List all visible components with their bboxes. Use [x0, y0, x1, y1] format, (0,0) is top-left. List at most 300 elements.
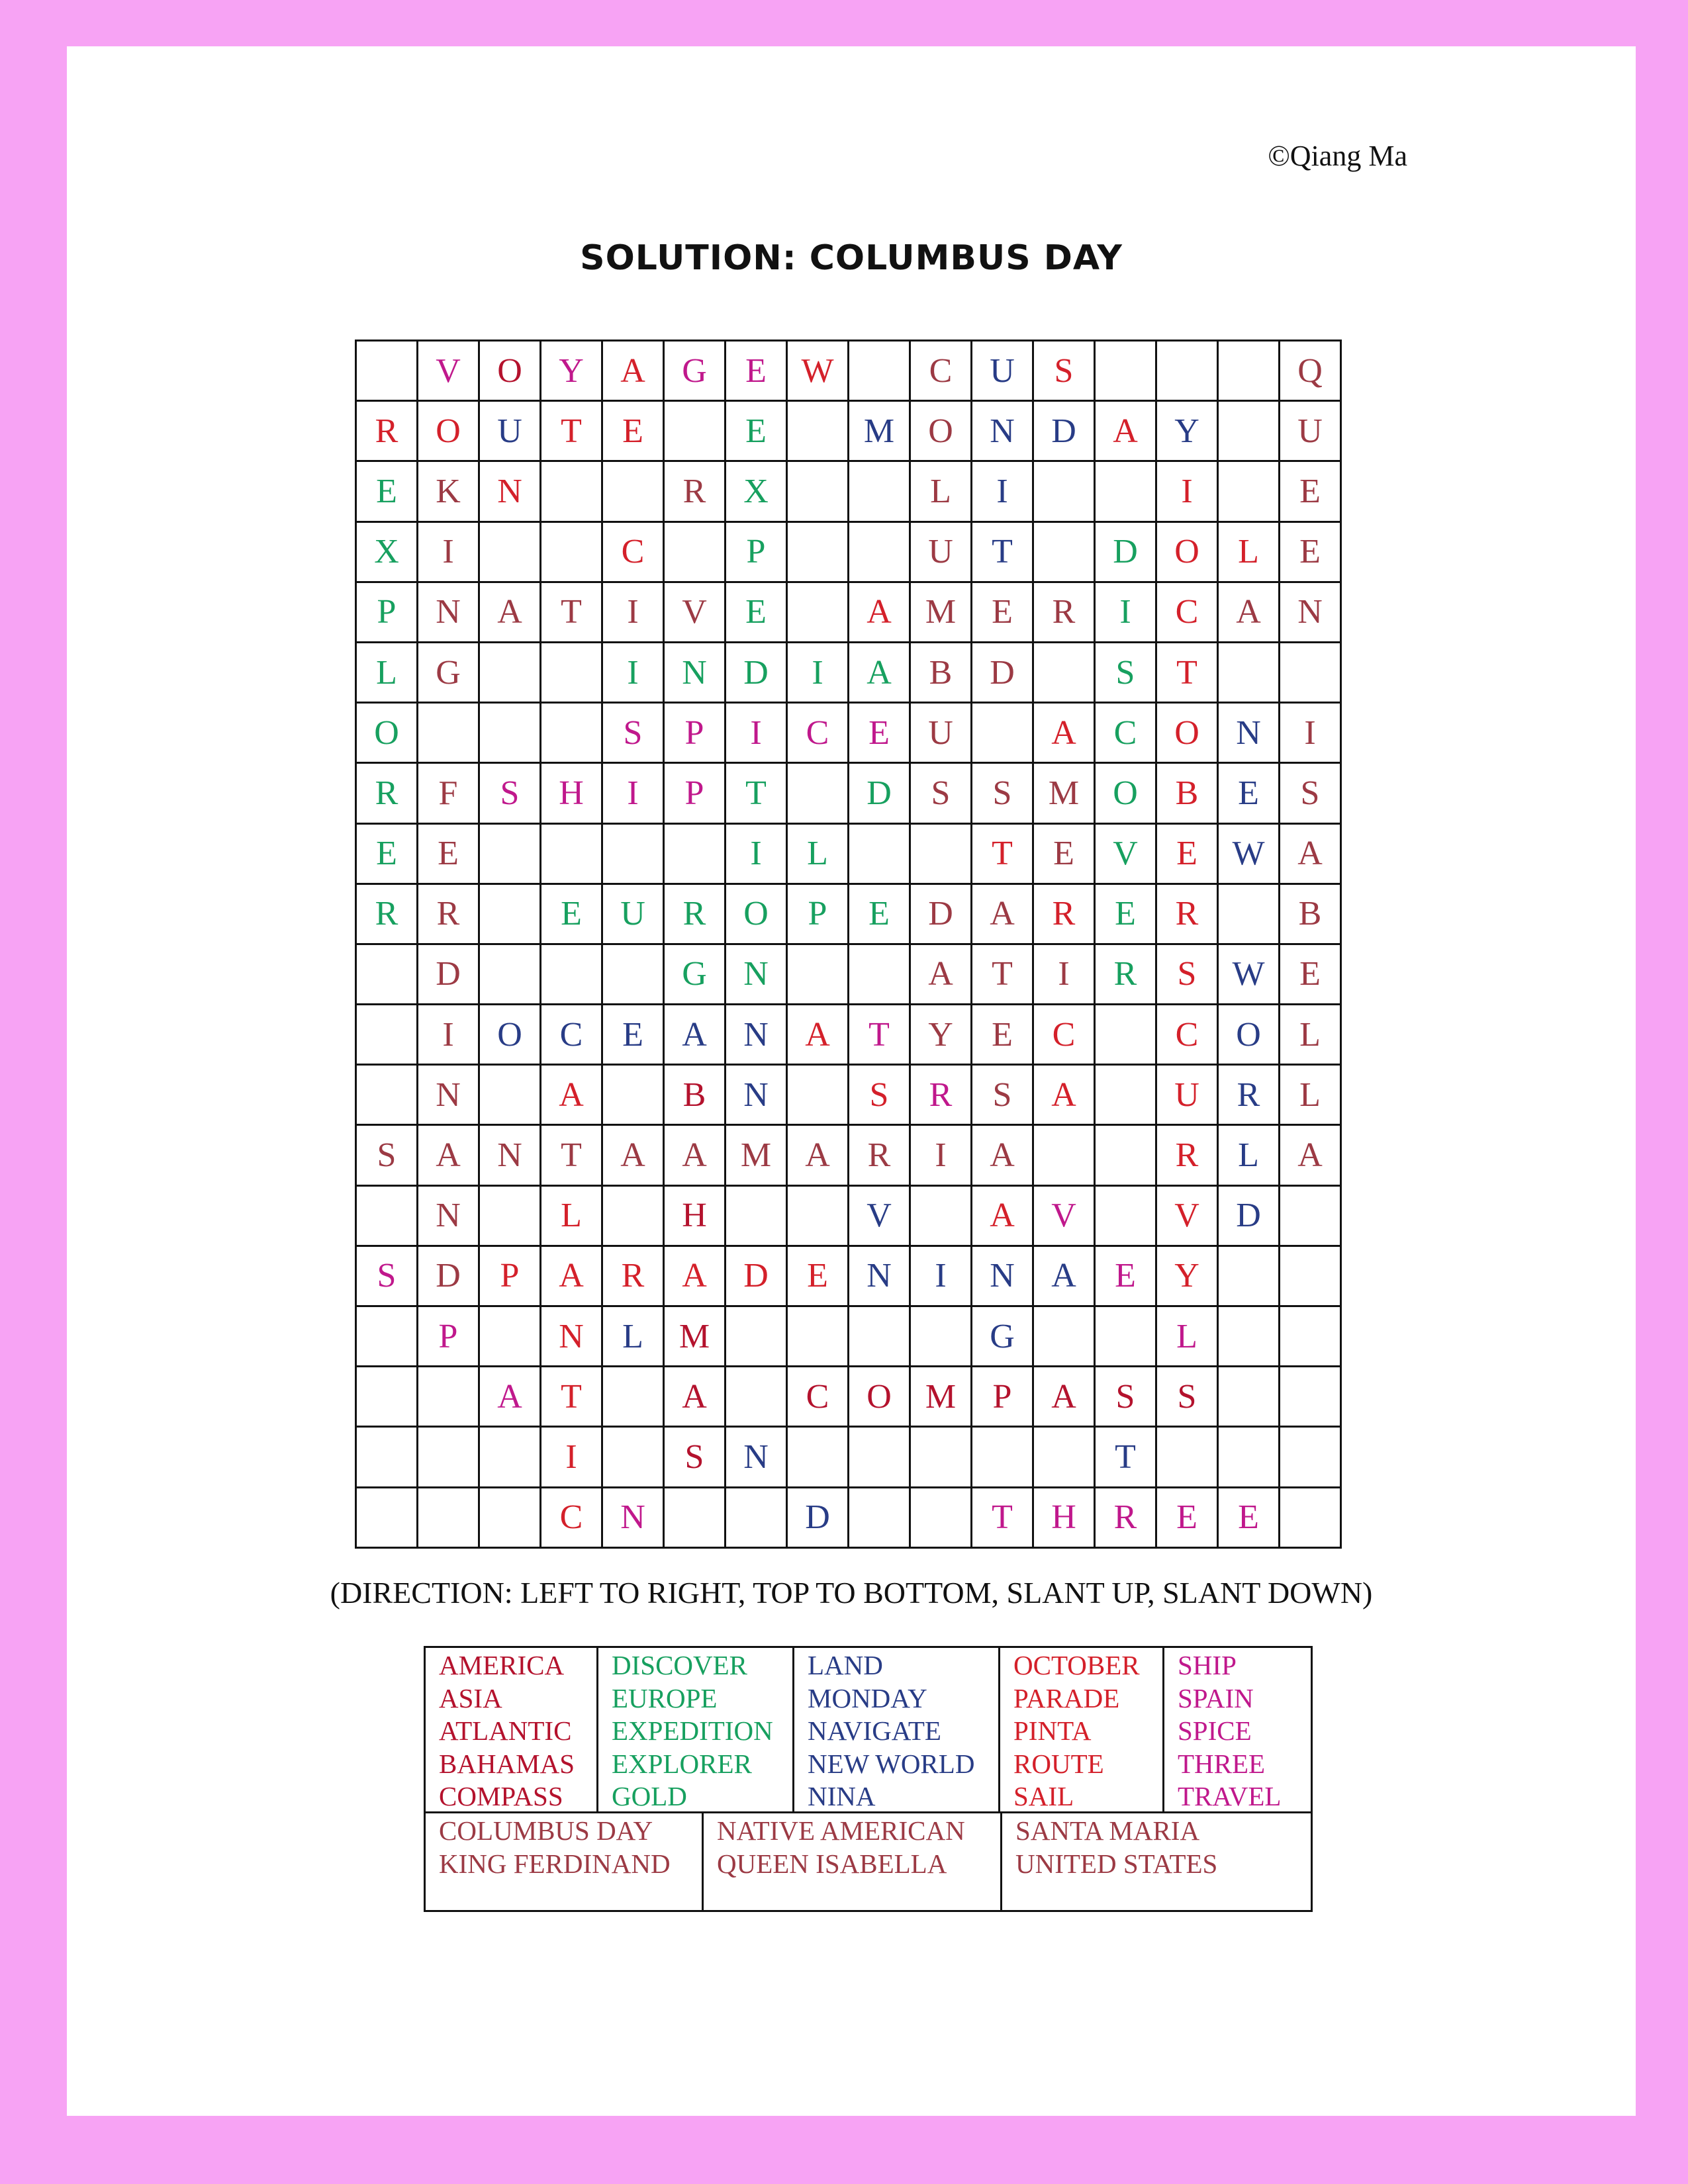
grid-cell: [603, 1187, 665, 1247]
word-bank-single-words: [426, 1648, 1311, 1813]
grid-cell: D: [788, 1488, 849, 1549]
word-bank-word: SHIP: [1178, 1650, 1237, 1680]
word-bank-column-1: [426, 1648, 596, 1811]
grid-cell: E: [726, 341, 788, 402]
grid-cell: [603, 825, 665, 885]
grid-cell: R: [1034, 885, 1096, 945]
grid-cell: R: [603, 1247, 665, 1307]
grid-cell: [480, 523, 541, 583]
grid-cell: [480, 704, 541, 764]
grid-cell: [1219, 643, 1280, 704]
grid-cell: [1157, 1428, 1219, 1488]
grid-cell: [357, 945, 418, 1005]
grid-cell: E: [1219, 764, 1280, 824]
grid-cell: [1096, 1187, 1157, 1247]
grid-cell: E: [418, 825, 480, 885]
grid-cell: O: [418, 402, 480, 462]
grid-cell: D: [418, 1247, 480, 1307]
grid-cell: E: [849, 885, 911, 945]
word-bank-phrases: [426, 1813, 1311, 1910]
word-bank-word: COMPASS: [439, 1781, 563, 1811]
grid-cell: [1219, 1428, 1280, 1488]
grid-cell: L: [1157, 1307, 1219, 1367]
grid-cell: E: [788, 1247, 849, 1307]
word-bank-phrase-column-1: [426, 1813, 702, 1910]
grid-cell: G: [418, 643, 480, 704]
grid-cell: [1034, 1307, 1096, 1367]
word-bank-phrase: KING FERDINAND: [439, 1848, 671, 1879]
grid-cell: N: [418, 583, 480, 643]
grid-cell: N: [665, 643, 726, 704]
grid-cell: G: [972, 1307, 1034, 1367]
grid-cell: N: [726, 1066, 788, 1126]
word-bank-word: EXPLORER: [612, 1748, 752, 1779]
grid-cell: E: [726, 402, 788, 462]
word-bank-word: MONDAY: [808, 1682, 927, 1713]
word-bank-phrase: SANTA MARIA: [1015, 1815, 1200, 1846]
grid-cell: H: [541, 764, 603, 824]
grid-cell: N: [726, 945, 788, 1005]
grid-cell: I: [726, 825, 788, 885]
grid-cell: A: [1034, 704, 1096, 764]
grid-cell: A: [1280, 1126, 1342, 1186]
grid-cell: R: [1034, 583, 1096, 643]
grid-cell: L: [357, 643, 418, 704]
grid-cell: I: [603, 764, 665, 824]
grid-cell: O: [726, 885, 788, 945]
grid-cell: [480, 1307, 541, 1367]
grid-cell: R: [665, 462, 726, 522]
grid-cell: D: [1219, 1187, 1280, 1247]
grid-cell: S: [849, 1066, 911, 1126]
grid-cell: L: [788, 825, 849, 885]
grid-cell: [1096, 341, 1157, 402]
grid-cell: [603, 462, 665, 522]
word-bank-word: SAIL: [1013, 1781, 1074, 1811]
grid-cell: A: [1034, 1367, 1096, 1428]
grid-cell: [911, 1307, 972, 1367]
grid-cell: O: [480, 341, 541, 402]
grid-cell: [1219, 1247, 1280, 1307]
grid-cell: A: [1034, 1247, 1096, 1307]
grid-cell: S: [1034, 341, 1096, 402]
grid-cell: S: [603, 704, 665, 764]
grid-cell: I: [911, 1247, 972, 1307]
grid-cell: A: [665, 1126, 726, 1186]
grid-cell: [1219, 885, 1280, 945]
grid-cell: A: [603, 1126, 665, 1186]
grid-cell: [418, 704, 480, 764]
grid-cell: R: [1219, 1066, 1280, 1126]
grid-cell: [1219, 462, 1280, 522]
grid-cell: S: [1280, 764, 1342, 824]
grid-cell: B: [665, 1066, 726, 1126]
grid-cell: I: [726, 704, 788, 764]
grid-cell: O: [1096, 764, 1157, 824]
grid-cell: E: [1280, 462, 1342, 522]
grid-cell: S: [1096, 643, 1157, 704]
grid-cell: [788, 1066, 849, 1126]
grid-cell: [788, 764, 849, 824]
grid-cell: P: [788, 885, 849, 945]
word-bank-column-5: [1162, 1648, 1311, 1811]
grid-cell: [480, 825, 541, 885]
grid-cell: O: [1157, 704, 1219, 764]
word-bank-word: TRAVEL: [1178, 1781, 1282, 1811]
grid-cell: [1280, 1428, 1342, 1488]
grid-cell: [357, 1066, 418, 1126]
grid-cell: O: [849, 1367, 911, 1428]
grid-cell: D: [972, 643, 1034, 704]
grid-cell: E: [1096, 1247, 1157, 1307]
grid-cell: N: [541, 1307, 603, 1367]
grid-cell: [1280, 643, 1342, 704]
grid-cell: [480, 1488, 541, 1549]
grid-cell: A: [1219, 583, 1280, 643]
copyright-notice: ©Qiang Ma: [1268, 140, 1407, 172]
grid-cell: L: [1219, 523, 1280, 583]
grid-cell: [788, 1307, 849, 1367]
grid-cell: T: [541, 1126, 603, 1186]
grid-cell: A: [418, 1126, 480, 1186]
grid-cell: E: [1157, 825, 1219, 885]
grid-cell: A: [849, 583, 911, 643]
grid-cell: E: [1157, 1488, 1219, 1549]
word-bank-column-4: [998, 1648, 1162, 1811]
grid-cell: N: [972, 402, 1034, 462]
grid-cell: H: [665, 1187, 726, 1247]
grid-cell: [357, 1187, 418, 1247]
grid-cell: R: [357, 402, 418, 462]
grid-cell: C: [603, 523, 665, 583]
grid-cell: C: [788, 704, 849, 764]
grid-cell: Y: [911, 1005, 972, 1066]
grid-cell: [541, 825, 603, 885]
grid-cell: O: [357, 704, 418, 764]
grid-cell: X: [357, 523, 418, 583]
grid-cell: R: [911, 1066, 972, 1126]
grid-cell: [603, 945, 665, 1005]
grid-cell: [357, 1428, 418, 1488]
grid-cell: [1219, 341, 1280, 402]
grid-cell: U: [911, 523, 972, 583]
grid-cell: E: [541, 885, 603, 945]
grid-cell: C: [1096, 704, 1157, 764]
grid-cell: R: [1096, 945, 1157, 1005]
grid-cell: C: [541, 1488, 603, 1549]
grid-cell: T: [1096, 1428, 1157, 1488]
grid-cell: A: [1280, 825, 1342, 885]
grid-cell: [788, 1428, 849, 1488]
grid-cell: [1096, 1066, 1157, 1126]
grid-cell: [418, 1488, 480, 1549]
grid-cell: I: [788, 643, 849, 704]
word-bank-word: BAHAMAS: [439, 1748, 575, 1779]
grid-cell: N: [849, 1247, 911, 1307]
word-bank-word: GOLD: [612, 1781, 687, 1811]
grid-cell: A: [480, 1367, 541, 1428]
grid-cell: N: [480, 462, 541, 522]
grid-cell: [788, 1187, 849, 1247]
grid-cell: T: [726, 764, 788, 824]
grid-cell: T: [972, 825, 1034, 885]
grid-cell: P: [726, 523, 788, 583]
grid-cell: E: [1034, 825, 1096, 885]
grid-cell: R: [849, 1126, 911, 1186]
word-bank-phrase: QUEEN ISABELLA: [717, 1848, 947, 1879]
direction-note: (DIRECTION: LEFT TO RIGHT, TOP TO BOTTOM, SLANT UP, SLANT DOWN): [330, 1576, 1373, 1610]
grid-cell: [603, 1066, 665, 1126]
word-bank-phrase-column-3: [1000, 1813, 1311, 1910]
grid-cell: L: [541, 1187, 603, 1247]
grid-cell: [1280, 1367, 1342, 1428]
grid-cell: [911, 1488, 972, 1549]
grid-cell: L: [603, 1307, 665, 1367]
grid-cell: [849, 1488, 911, 1549]
grid-cell: T: [849, 1005, 911, 1066]
grid-cell: R: [418, 885, 480, 945]
grid-cell: V: [849, 1187, 911, 1247]
grid-cell: A: [972, 1187, 1034, 1247]
grid-cell: [480, 1428, 541, 1488]
grid-cell: [849, 523, 911, 583]
grid-cell: [911, 825, 972, 885]
grid-cell: [911, 1187, 972, 1247]
grid-cell: T: [972, 1488, 1034, 1549]
grid-cell: C: [911, 341, 972, 402]
grid-cell: D: [911, 885, 972, 945]
word-bank-phrase: COLUMBUS DAY: [439, 1815, 653, 1846]
word-bank-word: LAND: [808, 1650, 883, 1680]
word-bank-word: AMERICA: [439, 1650, 565, 1680]
grid-cell: A: [1096, 402, 1157, 462]
word-bank-phrase: UNITED STATES: [1015, 1848, 1218, 1879]
grid-cell: I: [1157, 462, 1219, 522]
grid-cell: S: [1157, 1367, 1219, 1428]
grid-cell: P: [418, 1307, 480, 1367]
grid-cell: A: [788, 1005, 849, 1066]
grid-cell: C: [1034, 1005, 1096, 1066]
grid-cell: S: [357, 1126, 418, 1186]
grid-cell: N: [972, 1247, 1034, 1307]
grid-cell: L: [1280, 1005, 1342, 1066]
word-bank-word: NEW WORLD: [808, 1748, 975, 1779]
word-bank-word: OCTOBER: [1013, 1650, 1140, 1680]
grid-cell: [480, 945, 541, 1005]
grid-cell: I: [1096, 583, 1157, 643]
grid-cell: [357, 1005, 418, 1066]
grid-cell: E: [603, 1005, 665, 1066]
grid-cell: [665, 523, 726, 583]
grid-cell: L: [1280, 1066, 1342, 1126]
grid-cell: [911, 1428, 972, 1488]
word-bank-word: THREE: [1178, 1748, 1266, 1779]
grid-cell: O: [1157, 523, 1219, 583]
grid-cell: N: [1280, 583, 1342, 643]
grid-cell: L: [1219, 1126, 1280, 1186]
grid-cell: O: [480, 1005, 541, 1066]
grid-cell: A: [665, 1247, 726, 1307]
grid-cell: [849, 341, 911, 402]
grid-cell: U: [480, 402, 541, 462]
grid-cell: C: [1157, 1005, 1219, 1066]
word-bank-word: EXPEDITION: [612, 1715, 773, 1746]
grid-cell: [1034, 523, 1096, 583]
grid-cell: B: [1157, 764, 1219, 824]
grid-cell: [357, 341, 418, 402]
grid-cell: [1096, 462, 1157, 522]
grid-cell: [972, 1428, 1034, 1488]
grid-cell: Q: [1280, 341, 1342, 402]
grid-cell: E: [603, 402, 665, 462]
grid-cell: [1034, 462, 1096, 522]
grid-cell: G: [665, 945, 726, 1005]
grid-cell: [480, 643, 541, 704]
word-bank-word: NINA: [808, 1781, 876, 1811]
word-bank-word: DISCOVER: [612, 1650, 748, 1680]
grid-cell: [726, 1367, 788, 1428]
grid-cell: I: [603, 643, 665, 704]
grid-cell: Y: [541, 341, 603, 402]
grid-cell: E: [1280, 523, 1342, 583]
grid-cell: R: [665, 885, 726, 945]
grid-cell: A: [911, 945, 972, 1005]
page-title: SOLUTION: COLUMBUS DAY: [580, 238, 1123, 278]
word-bank: [424, 1646, 1313, 1912]
grid-cell: S: [972, 1066, 1034, 1126]
grid-cell: E: [1096, 885, 1157, 945]
grid-cell: M: [911, 583, 972, 643]
grid-cell: E: [849, 704, 911, 764]
grid-cell: E: [972, 583, 1034, 643]
grid-cell: [788, 523, 849, 583]
grid-cell: [1219, 402, 1280, 462]
grid-cell: L: [911, 462, 972, 522]
grid-cell: B: [911, 643, 972, 704]
grid-cell: [849, 1428, 911, 1488]
grid-cell: X: [726, 462, 788, 522]
grid-cell: Y: [1157, 1247, 1219, 1307]
grid-cell: S: [911, 764, 972, 824]
grid-cell: A: [665, 1005, 726, 1066]
grid-cell: N: [726, 1005, 788, 1066]
grid-cell: [1157, 341, 1219, 402]
grid-cell: T: [1157, 643, 1219, 704]
grid-cell: T: [972, 945, 1034, 1005]
grid-cell: S: [1157, 945, 1219, 1005]
grid-cell: [788, 402, 849, 462]
grid-cell: I: [1034, 945, 1096, 1005]
grid-cell: [541, 523, 603, 583]
grid-cell: A: [972, 885, 1034, 945]
grid-cell: P: [972, 1367, 1034, 1428]
grid-cell: [480, 1187, 541, 1247]
grid-cell: A: [541, 1247, 603, 1307]
word-bank-column-2: [596, 1648, 792, 1811]
grid-cell: I: [418, 1005, 480, 1066]
grid-cell: Y: [1157, 402, 1219, 462]
word-bank-word: ATLANTIC: [439, 1715, 572, 1746]
grid-cell: [1096, 1126, 1157, 1186]
grid-cell: [1096, 1005, 1157, 1066]
grid-cell: P: [665, 704, 726, 764]
grid-cell: N: [418, 1187, 480, 1247]
grid-cell: N: [480, 1126, 541, 1186]
grid-cell: [788, 945, 849, 1005]
grid-cell: R: [357, 764, 418, 824]
grid-cell: A: [972, 1126, 1034, 1186]
word-bank-word: SPICE: [1178, 1715, 1252, 1746]
grid-cell: [1280, 1307, 1342, 1367]
grid-cell: T: [541, 1367, 603, 1428]
grid-cell: [480, 885, 541, 945]
grid-cell: S: [357, 1247, 418, 1307]
grid-cell: [665, 402, 726, 462]
grid-cell: [480, 1066, 541, 1126]
grid-cell: [541, 643, 603, 704]
word-bank-word: EUROPE: [612, 1682, 718, 1713]
grid-cell: [1034, 1428, 1096, 1488]
grid-cell: [726, 1488, 788, 1549]
grid-cell: E: [357, 825, 418, 885]
grid-cell: [849, 825, 911, 885]
word-bank-word: ROUTE: [1013, 1748, 1104, 1779]
grid-cell: [788, 462, 849, 522]
grid-cell: N: [418, 1066, 480, 1126]
grid-cell: [603, 1367, 665, 1428]
grid-cell: M: [1034, 764, 1096, 824]
grid-cell: R: [357, 885, 418, 945]
grid-cell: E: [357, 462, 418, 522]
grid-cell: R: [1096, 1488, 1157, 1549]
grid-cell: A: [480, 583, 541, 643]
grid-cell: D: [849, 764, 911, 824]
grid-cell: C: [788, 1367, 849, 1428]
grid-cell: P: [357, 583, 418, 643]
grid-cell: E: [726, 583, 788, 643]
grid-cell: M: [911, 1367, 972, 1428]
grid-cell: T: [972, 523, 1034, 583]
grid-cell: [357, 1488, 418, 1549]
grid-cell: [849, 1307, 911, 1367]
word-bank-column-3: [792, 1648, 998, 1811]
grid-cell: [357, 1307, 418, 1367]
grid-cell: P: [480, 1247, 541, 1307]
grid-cell: U: [972, 341, 1034, 402]
grid-cell: [1219, 1367, 1280, 1428]
grid-cell: B: [1280, 885, 1342, 945]
grid-cell: [1280, 1187, 1342, 1247]
grid-cell: D: [726, 1247, 788, 1307]
grid-cell: D: [726, 643, 788, 704]
grid-cell: [357, 1367, 418, 1428]
grid-cell: I: [603, 583, 665, 643]
grid-cell: N: [603, 1488, 665, 1549]
grid-cell: V: [665, 583, 726, 643]
grid-cell: T: [541, 583, 603, 643]
grid-cell: E: [972, 1005, 1034, 1066]
word-bank-word: PINTA: [1013, 1715, 1092, 1746]
grid-cell: [1096, 1307, 1157, 1367]
worksheet-page: [67, 46, 1636, 2116]
grid-cell: U: [603, 885, 665, 945]
grid-cell: R: [1157, 885, 1219, 945]
grid-cell: [849, 945, 911, 1005]
grid-cell: U: [911, 704, 972, 764]
word-bank-phrase-column-2: [702, 1813, 1000, 1910]
grid-cell: U: [1157, 1066, 1219, 1126]
grid-cell: [726, 1187, 788, 1247]
